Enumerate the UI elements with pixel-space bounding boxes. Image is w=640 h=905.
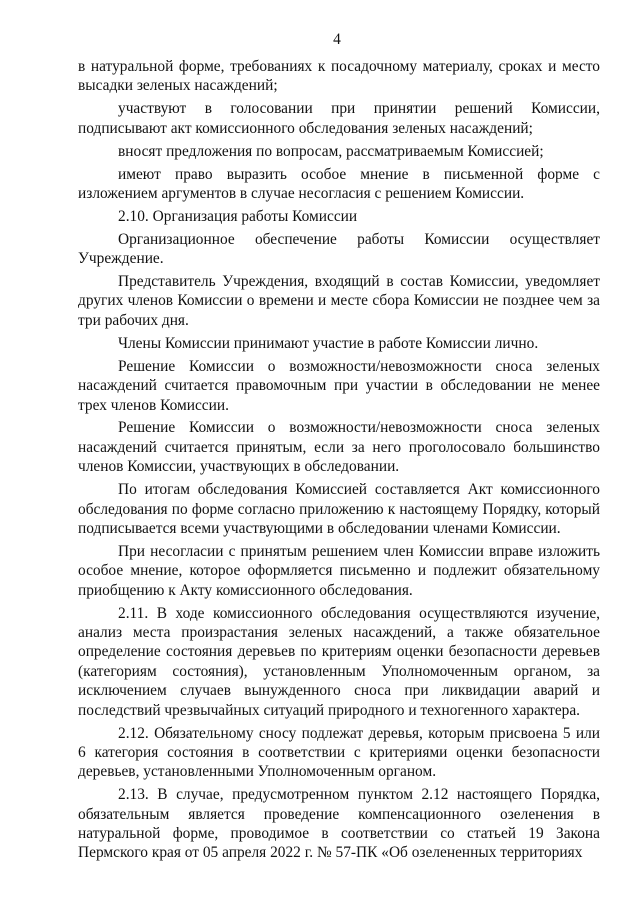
paragraph-personal-participation: Члены Комиссии принимают участие в работе Комиссии лично. (118, 334, 539, 352)
paragraph-proposals: вносят предложения по вопросам, рассматриваемым Комиссией; (118, 142, 544, 160)
page-number: 4 (333, 31, 341, 48)
section-heading-2-10: 2.10. Организация работы Комиссии (118, 207, 358, 225)
section-2-12: 2.12. Обязательному сносу подлежат деревья, которым присвоена 5 или 6 категория состояния в соответствии с критериями оценки безопасности деревьев, установленными Уполномоченным органом. (78, 724, 600, 781)
paragraph-dissent-right: имеют право выразить особое мнение в письменной форме с изложением аргументов в случае несогласия с решением Комиссии. (78, 165, 600, 202)
paragraph-quorum: Решение Комиссии о возможности/невозможности сноса зеленых насаждений считается правомочным при участии в обследовании не менее трех членов Комиссии. (78, 357, 600, 414)
paragraph-organizational-support: Организационное обеспечение работы Комиссии осуществляет Учреждение. (78, 230, 600, 268)
section-2-13: 2.13. В случае, предусмотренном пунктом 2.12 настоящего Порядка, обязательным является проведение компенсационного озеленения в натуральной форме, проводимое в соответствии со статьей 19 Закона Пермского края от 05 апреля 2022 г. № 57-ПК «Об озелененных территориях (78, 786, 600, 862)
paragraph-notification: Представитель Учреждения, входящий в состав Комиссии, уведомляет других членов Комиссии о времени и месте сбора Комиссии не позднее чем за три рабочих дня. (78, 273, 600, 329)
paragraph-act: По итогам обследования Комиссией составляется Акт комиссионного обследования по форме согласно приложению к настоящему Порядку, который подписывается всеми участвующими в обследовании членами Комиссии. (78, 481, 600, 537)
document-page (78, 30, 600, 866)
section-2-11: 2.11. В ходе комиссионного обследования осуществляются изучение, анализ места произрастания зеленых насаждений, а также обязательное определение состояния деревьев по критериям оценки безопасности деревьев (категориям состояния), установленным Уполномоченным органом, за исключением случаев вынужденного сноса при ликвидации аварий и последствий чрезвычайных ситуаций природного и техногенного характера. (78, 604, 600, 719)
paragraph-decision-majority: Решение Комиссии о возможности/невозможности сноса зеленых насаждений считается принятым, если за него проголосовало большинство членов Комиссии, участвующих в обследовании. (78, 419, 600, 476)
paragraph-voting: участвуют в голосовании при принятии решений Комиссии, подписывают акт комиссионного обследования зеленых насаждений; (78, 100, 600, 137)
paragraph-continuation: в натуральной форме, требованиях к посадочному материалу, сроках и место высадки зеленых насаждений; (78, 58, 600, 95)
paragraph-dissent-attachment: При несогласии с принятым решением член Комиссии вправе изложить особое мнение, которое оформляется письменно и подлежит обязательному приобщению к Акту комиссионного обследования. (78, 542, 600, 599)
